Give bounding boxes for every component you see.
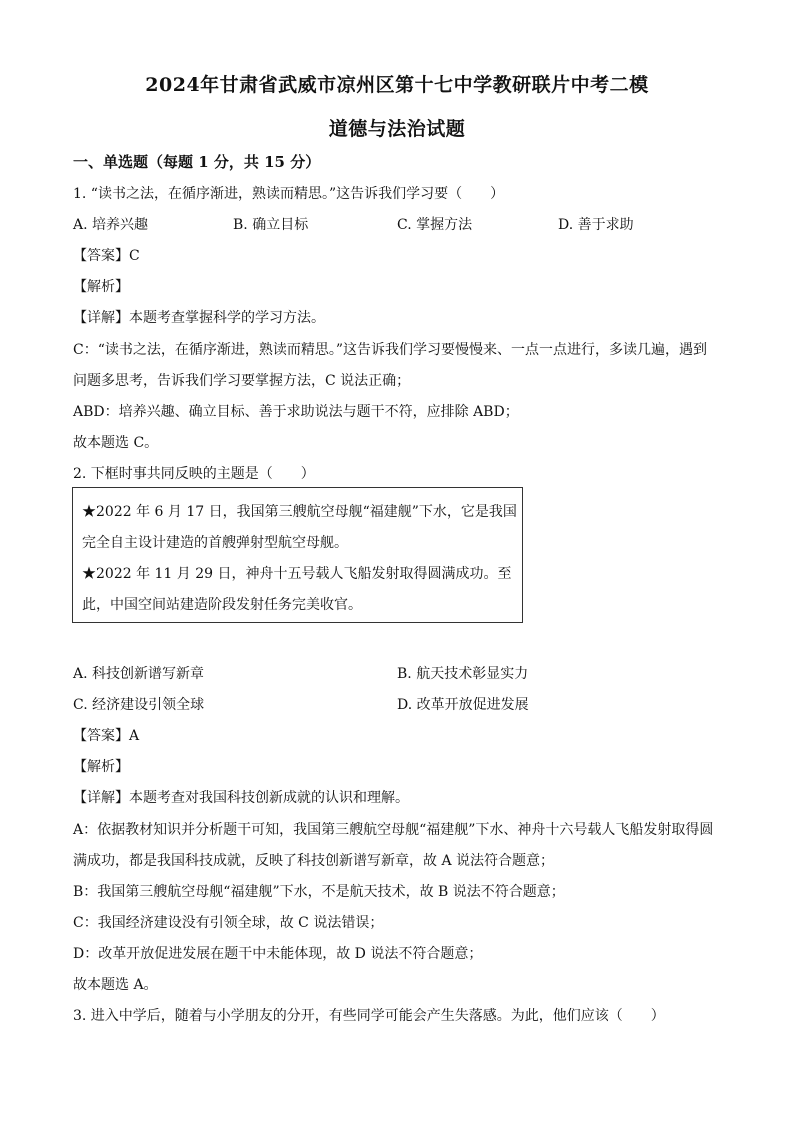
q1-option-a: A. 培养兴趣: [73, 217, 149, 233]
q1-option-b: B. 确立目标: [233, 217, 309, 233]
q2-explanation-line: D：改革开放促进发展在题干中未能体现，故 D 说法不符合题意；: [73, 946, 483, 962]
q2-box-line: ★2022 年 6 月 17 日，我国第三艘航空母舰“福建舰”下水，它是我国: [82, 504, 517, 520]
exam-title: 2024年甘肃省武威市凉州区第十七中学教研联片中考二模: [145, 74, 649, 96]
q1-conclusion: 故本题选 C。: [73, 435, 159, 451]
q2-box-line: ★2022 年 11 月 29 日，神舟十五号载人飞船发射取得圆满成功。至: [82, 566, 512, 582]
section-heading: 一、单选题（每题 1 分，共 15 分）: [73, 153, 321, 171]
q2-conclusion: 故本题选 A。: [73, 977, 158, 993]
q2-detail: 【详解】本题考查对我国科技创新成就的认识和理解。: [73, 790, 409, 806]
q1-stem: 1. “读书之法，在循序渐进，熟读而精思。”这告诉我们学习要（ ）: [73, 186, 505, 202]
q2-explanation-line: 满成功，都是我国科技成就，反映了科技创新谱写新章，故 A 说法符合题意；: [73, 853, 555, 869]
q1-explanation-line: ABD：培养兴趣、确立目标、善于求助说法与题干不符，应排除 ABD；: [73, 404, 519, 420]
q2-explanation-line: C：我国经济建设没有引领全球，故 C 说法错误；: [73, 915, 384, 931]
q1-option-d: D. 善于求助: [558, 217, 634, 233]
q1-analysis: 【解析】: [73, 279, 129, 295]
q1-explanation-line: 问题多思考，告诉我们学习要掌握方法，C 说法正确；: [73, 373, 411, 389]
q2-stem: 2. 下框时事共同反映的主题是（ ）: [73, 466, 315, 482]
q1-detail: 【详解】本题考查掌握科学的学习方法。: [73, 310, 325, 326]
q2-option-c: C. 经济建设引领全球: [73, 697, 205, 713]
q2-explanation-line: B：我国第三艘航空母舰“福建舰”下水，不是航天技术，故 B 说法不符合题意；: [73, 884, 565, 900]
q3-stem: 3. 进入中学后，随着与小学朋友的分开，有些同学可能会产生失落感。为此，他们应该（ ）: [73, 1008, 665, 1024]
q2-answer: 【答案】A: [73, 728, 140, 744]
q2-option-b: B. 航天技术彰显实力: [397, 666, 529, 682]
q1-option-c: C. 掌握方法: [397, 217, 473, 233]
q1-answer: 【答案】C: [73, 248, 140, 264]
q2-option-a: A. 科技创新谱写新章: [73, 666, 205, 682]
q1-explanation-line: C：“读书之法，在循序渐进，熟读而精思。”这告诉我们学习要慢慢来、一点一点进行，多读几遍，遇到: [73, 342, 708, 358]
q2-box-line: 完全自主设计建造的首艘弹射型航空母舰。: [82, 535, 348, 551]
exam-subtitle: 道德与法治试题: [328, 118, 466, 140]
q2-explanation-line: A：依据教材知识并分析题干可知，我国第三艘航空母舰“福建舰”下水、神舟十六号载人飞船发射取得圆: [73, 822, 714, 838]
q2-box-line: 此，中国空间站建造阶段发射任务完美收官。: [82, 597, 362, 613]
q2-news-box: [72, 487, 523, 623]
q2-analysis: 【解析】: [73, 759, 129, 775]
q2-option-d: D. 改革开放促进发展: [397, 697, 529, 713]
